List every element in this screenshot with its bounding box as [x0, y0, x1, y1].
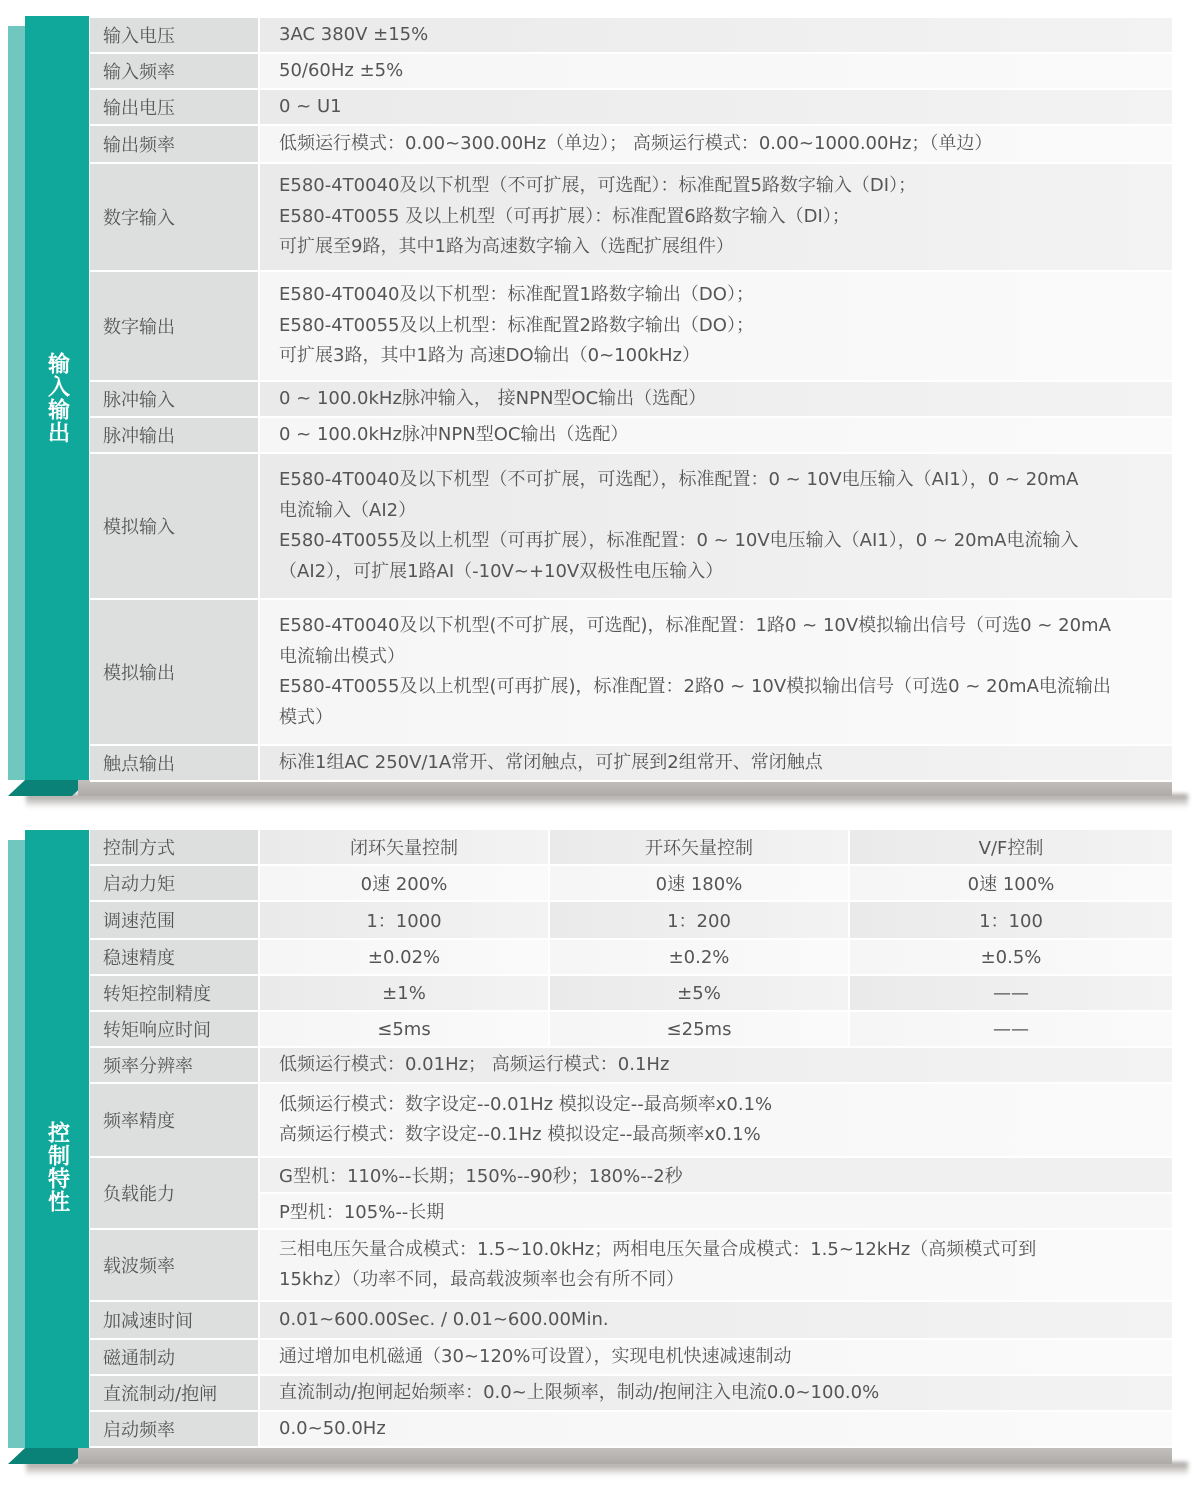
grid-cell: 0速 100%: [850, 866, 1172, 900]
row-label: 频率分辨率: [90, 1048, 260, 1082]
row-value: [260, 1340, 1172, 1374]
value-line: E580-4T0040及以下机型(不可扩展，可选配)，标准配置：1路0 ~ 10V模拟输出信号（可选0 ~ 20mA: [279, 615, 1111, 636]
grid-cell: ±0.5%: [850, 940, 1172, 974]
value-line: E580-4T0055及以上机型(可再扩展)，标准配置：2路0 ~ 10V模拟输出信号（可选0 ~ 20mA电流输出: [279, 676, 1111, 697]
grid-cell: ±0.02%: [260, 940, 550, 974]
row-label: 输出电压: [90, 90, 260, 124]
row-label: 转矩响应时间: [90, 1012, 260, 1046]
row-value: [260, 90, 1172, 124]
row-value: [260, 1048, 1172, 1082]
table-row: [90, 54, 1172, 90]
row-value: [260, 1376, 1172, 1410]
io-spec-table: [90, 18, 1172, 782]
value-line: 电流输入（AI2）: [279, 499, 417, 521]
value-line: 0 ~ U1: [279, 95, 342, 117]
row-value: [260, 746, 1172, 780]
table-row: [90, 18, 1172, 54]
row-value: [260, 1084, 1172, 1156]
value-line: E580-4T0040及以下机型（不可扩展，可选配），标准配置：0 ~ 10V电压输入（AI1），0 ~ 20mA: [279, 469, 1079, 490]
grid-cell: ≤25ms: [550, 1012, 850, 1046]
table-row: [90, 272, 1172, 382]
grid-cell: 1：100: [850, 902, 1172, 938]
table-row: [90, 454, 1172, 600]
row-value: [260, 454, 1172, 598]
value-line: 0 ~ 100.0kHz脉冲输入， 接NPN型OC输出（选配）: [279, 387, 707, 409]
value-line: E580-4T0055及以上机型（可再扩展），标准配置：0 ~ 10V电压输入（AI1），0 ~ 20mA电流输入: [279, 530, 1079, 551]
table-row: [90, 1012, 1172, 1048]
value-line: 直流制动/抱闸起始频率：0.0~上限频率，制动/抱闸注入电流0.0~100.0%: [279, 1381, 880, 1403]
row-label: 模拟输出: [90, 600, 260, 744]
row-label: 调速范围: [90, 902, 260, 938]
table-row: [90, 90, 1172, 126]
row-label: 脉冲输出: [90, 418, 260, 452]
panel-shadow: [26, 794, 1188, 808]
table-row: [90, 418, 1172, 454]
table-row: [90, 600, 1172, 746]
row-value: [260, 1412, 1172, 1446]
grid-cell: ±5%: [550, 976, 850, 1010]
section-title: 控制特性: [44, 1121, 70, 1213]
row-value: [260, 18, 1172, 52]
value-line: 电流输出模式）: [279, 645, 405, 667]
grid-cell: ——: [850, 976, 1172, 1010]
section-title: 输入输出: [44, 352, 70, 444]
row-label: 加减速时间: [90, 1302, 260, 1338]
panel-bevel: [8, 26, 26, 780]
value-line: G型机：110%--长期；150%--90秒；180%--2秒: [260, 1158, 1172, 1194]
row-label: 控制方式: [90, 830, 260, 864]
panel-shadow: [26, 1462, 1188, 1476]
value-line: 低频运行模式：0.01Hz； 高频运行模式：0.1Hz: [279, 1053, 670, 1075]
row-label: 脉冲输入: [90, 382, 260, 416]
table-row: [90, 1230, 1172, 1302]
row-value: [260, 126, 1172, 162]
row-value: [260, 54, 1172, 88]
table-row: [90, 940, 1172, 976]
row-label: 数字输入: [90, 164, 260, 270]
row-label: 频率精度: [90, 1084, 260, 1156]
row-value: [260, 164, 1172, 270]
row-value: [260, 272, 1172, 380]
value-line: 可扩展3路，其中1路为 高速DO输出（0~100kHz）: [279, 345, 700, 367]
row-label: 触点输出: [90, 746, 260, 780]
value-line: 3AC 380V ±15%: [279, 23, 429, 45]
grid-cell: 开环矢量控制: [550, 830, 850, 864]
value-line: E580-4T0040及以下机型（不可扩展，可选配）：标准配置5路数字输入（DI）；: [279, 175, 917, 197]
control-spec-table: [90, 830, 1172, 1448]
table-row: [90, 866, 1172, 902]
value-line: 高频运行模式：数字设定--0.1Hz 模拟设定--最高频率x0.1%: [279, 1124, 761, 1145]
grid-cell: 闭环矢量控制: [260, 830, 550, 864]
row-label: 稳速精度: [90, 940, 260, 974]
row-label: 输入频率: [90, 54, 260, 88]
table-row: [90, 1048, 1172, 1084]
row-label: 直流制动/抱闸: [90, 1376, 260, 1410]
row-value: [260, 1158, 1172, 1228]
row-label: 载波频率: [90, 1230, 260, 1300]
row-value: [260, 418, 1172, 452]
row-label: 启动频率: [90, 1412, 260, 1446]
table-row: [90, 1376, 1172, 1412]
table-row: [90, 902, 1172, 940]
table-row: [90, 1084, 1172, 1158]
value-line: 模式）: [279, 706, 333, 728]
row-value: [260, 382, 1172, 416]
grid-cell: ≤5ms: [260, 1012, 550, 1046]
value-line: P型机：105%--长期: [260, 1194, 1172, 1228]
value-line: 通过增加电机磁通（30~120%可设置），实现电机快速减速制动: [279, 1345, 792, 1367]
grid-cell: 0速 200%: [260, 866, 550, 900]
table-row: [90, 1412, 1172, 1448]
bottom-band: [78, 1448, 1172, 1464]
row-value: [260, 600, 1172, 744]
value-line: 低频运行模式：0.00~300.00Hz（单边）； 高频运行模式：0.00~1000.00Hz；（单边）: [279, 132, 993, 154]
value-line: 0.01~600.00Sec. / 0.01~600.00Min.: [279, 1308, 609, 1330]
grid-cell: V/F控制: [850, 830, 1172, 864]
grid-cell: 0速 180%: [550, 866, 850, 900]
table-row: [90, 976, 1172, 1012]
table-row: [90, 164, 1172, 272]
grid-cell: ±1%: [260, 976, 550, 1010]
value-line: 0 ~ 100.0kHz脉冲NPN型OC输出（选配）: [279, 423, 629, 445]
value-line: （AI2），可扩展1路AI（-10V~+10V双极性电压输入）: [279, 560, 724, 582]
row-label: 负载能力: [90, 1158, 260, 1228]
control-panel: [8, 830, 1188, 1480]
grid-cell: 1：200: [550, 902, 850, 938]
table-row: [90, 746, 1172, 782]
value-line: E580-4T0040及以下机型：标准配置1路数字输出（DO）；: [279, 284, 754, 306]
value-line: 可扩展至9路，其中1路为高速数字输入（选配扩展组件）: [279, 236, 734, 258]
grid-cell: 1：1000: [260, 902, 550, 938]
row-value: [260, 1302, 1172, 1338]
table-row: [90, 1302, 1172, 1340]
value-line: 标准1组AC 250V/1A常开、常闭触点，可扩展到2组常开、常闭触点: [279, 751, 823, 773]
table-row: [90, 1158, 1172, 1230]
value-line: 15khz）（功率不同，最高载波频率也会有所不同）: [279, 1269, 685, 1290]
table-row: [90, 830, 1172, 866]
grid-cell: ±0.2%: [550, 940, 850, 974]
value-line: 0.0~50.0Hz: [279, 1417, 386, 1439]
value-line: E580-4T0055及以上机型：标准配置2路数字输出（DO）；: [279, 314, 754, 336]
io-panel: [8, 16, 1188, 816]
row-label: 输出频率: [90, 126, 260, 162]
table-row: [90, 126, 1172, 164]
value-line: 50/60Hz ±5%: [279, 59, 404, 81]
row-label: 转矩控制精度: [90, 976, 260, 1010]
row-label: 数字输出: [90, 272, 260, 380]
value-line: E580-4T0055 及以上机型（可再扩展）：标准配置6路数字输入（DI）；: [279, 205, 850, 227]
row-label: 磁通制动: [90, 1340, 260, 1374]
table-row: [90, 1340, 1172, 1376]
panel-bevel: [8, 840, 26, 1448]
row-value: [260, 1230, 1172, 1300]
table-row: [90, 382, 1172, 418]
value-line: 低频运行模式：数字设定--0.01Hz 模拟设定--最高频率x0.1%: [279, 1093, 773, 1115]
row-label: 启动力矩: [90, 866, 260, 900]
value-line: 三相电压矢量合成模式：1.5~10.0kHz；两相电压矢量合成模式：1.5~12kHz（高频模式可到: [279, 1238, 1037, 1260]
bottom-band: [78, 780, 1172, 796]
row-label: 输入电压: [90, 18, 260, 52]
grid-cell: ——: [850, 1012, 1172, 1046]
row-label: 模拟输入: [90, 454, 260, 598]
